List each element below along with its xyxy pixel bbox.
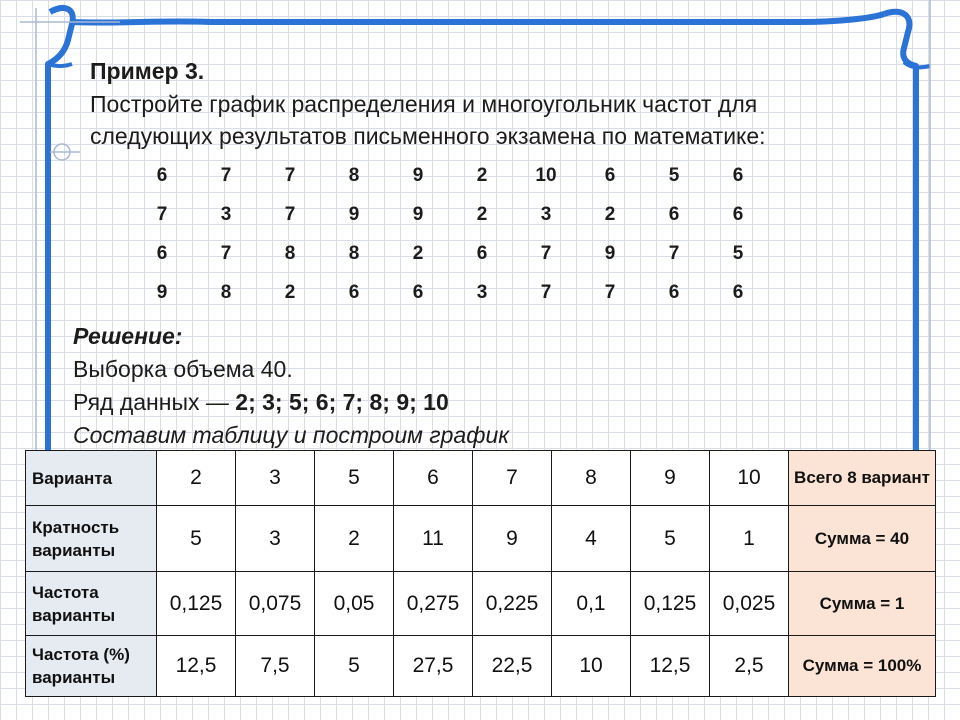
table-row: [26, 572, 936, 636]
result-value: 7: [284, 164, 296, 186]
result-value: 9: [412, 164, 424, 186]
result-value: 6: [412, 281, 424, 303]
result-value: 9: [412, 203, 424, 225]
result-value: 3: [220, 203, 232, 225]
table-cell: 27,5: [394, 636, 473, 697]
table-cell: 5: [315, 636, 394, 697]
table-cell: 0,1: [552, 572, 631, 636]
table-cell: 1: [710, 506, 789, 572]
table-cell: 11: [394, 506, 473, 572]
exam-results-grid: [130, 156, 770, 312]
result-value: 6: [732, 164, 744, 186]
table-cell: 7,5: [236, 636, 315, 697]
result-value: 9: [348, 203, 360, 225]
table-row: [26, 506, 936, 572]
row-label: Варианта: [26, 451, 157, 506]
result-value: 7: [284, 203, 296, 225]
table-cell: 2,5: [710, 636, 789, 697]
table-cell: 12,5: [157, 636, 236, 697]
result-value: 2: [476, 203, 488, 225]
result-value: 2: [476, 164, 488, 186]
result-value: 7: [540, 242, 552, 264]
result-value: 6: [668, 281, 680, 303]
results-row: [130, 195, 770, 234]
result-value: 6: [732, 281, 744, 303]
results-row: [130, 156, 770, 195]
solution-block: [73, 320, 509, 452]
series-values: 2; 3; 5; 6; 7; 8; 9; 10: [235, 389, 449, 415]
result-value: 6: [476, 242, 488, 264]
table-cell: 10: [552, 636, 631, 697]
table-cell: 9: [473, 506, 552, 572]
table-cell: 0,275: [394, 572, 473, 636]
solution-title: Решение:: [73, 323, 183, 349]
row-total: Всего 8 вариант: [789, 451, 936, 506]
result-value: 7: [220, 242, 232, 264]
row-label: Кратность варианты: [26, 506, 157, 572]
table-cell: 7: [473, 451, 552, 506]
table-cell: 9: [631, 451, 710, 506]
data-series: [73, 386, 509, 419]
row-total: Сумма = 100%: [789, 636, 936, 697]
result-value: 6: [668, 203, 680, 225]
sample-size: Выборка объема 40.: [73, 356, 293, 382]
result-value: 10: [535, 164, 557, 186]
row-label: Частота варианты: [26, 572, 157, 636]
table-cell: 5: [157, 506, 236, 572]
result-value: 6: [348, 281, 360, 303]
result-value: 5: [668, 164, 680, 186]
result-value: 2: [412, 242, 424, 264]
row-total: Сумма = 40: [789, 506, 936, 572]
result-value: 7: [156, 203, 168, 225]
result-value: 8: [348, 164, 360, 186]
frequency-table: [25, 450, 936, 697]
table-cell: 4: [552, 506, 631, 572]
table-cell: 10: [710, 451, 789, 506]
row-label: Частота (%) варианты: [26, 636, 157, 697]
result-value: 2: [284, 281, 296, 303]
result-value: 7: [604, 281, 616, 303]
result-value: 6: [604, 164, 616, 186]
table-cell: 0,075: [236, 572, 315, 636]
task-text: Постройте график распределения и многоугольник частот для следующих результатов письменного экзамена по математике:: [90, 91, 766, 149]
result-value: 8: [284, 242, 296, 264]
table-cell: 0,125: [631, 572, 710, 636]
table-cell: 3: [236, 506, 315, 572]
table-cell: 0,025: [710, 572, 789, 636]
table-cell: 0,05: [315, 572, 394, 636]
result-value: 9: [156, 281, 168, 303]
results-row: [130, 234, 770, 273]
result-value: 5: [732, 242, 744, 264]
table-cell: 5: [631, 506, 710, 572]
table-cell: 2: [157, 451, 236, 506]
table-cell: 5: [315, 451, 394, 506]
table-cell: 0,125: [157, 572, 236, 636]
table-row: [26, 636, 936, 697]
table-cell: 2: [315, 506, 394, 572]
table-cell: 8: [552, 451, 631, 506]
table-cell: 0,225: [473, 572, 552, 636]
result-value: 7: [540, 281, 552, 303]
table-cell: 12,5: [631, 636, 710, 697]
result-value: 8: [348, 242, 360, 264]
result-value: 6: [156, 242, 168, 264]
result-value: 8: [220, 281, 232, 303]
table-cell: 6: [394, 451, 473, 506]
make-table-text: Составим таблицу и построим график: [73, 422, 510, 448]
result-value: 3: [540, 203, 552, 225]
result-value: 6: [732, 203, 744, 225]
table-cell: 3: [236, 451, 315, 506]
table-cell: 22,5: [473, 636, 552, 697]
row-total: Сумма = 1: [789, 572, 936, 636]
series-prefix: Ряд данных —: [73, 389, 236, 415]
result-value: 7: [220, 164, 232, 186]
results-row: [130, 273, 770, 312]
result-value: 3: [476, 281, 488, 303]
example-heading: Пример 3.: [90, 58, 205, 84]
table-row: [26, 451, 936, 506]
result-value: 9: [604, 242, 616, 264]
result-value: 2: [604, 203, 616, 225]
result-value: 7: [668, 242, 680, 264]
result-value: 6: [156, 164, 168, 186]
